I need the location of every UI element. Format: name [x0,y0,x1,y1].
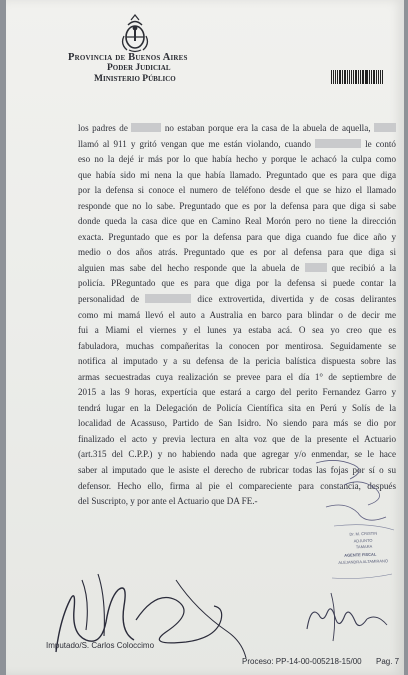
redacted-name [315,139,361,148]
actuary-signature [301,585,396,645]
barcode-bar [373,70,375,84]
body-line [78,401,396,417]
stamp-line: Dr. M. CRISTIN [349,530,378,537]
barcode-bar [351,70,353,84]
body-text-segment: del Suscripto, y por ante el Actuario que DA FE.- [78,496,258,507]
barcode-bar [333,70,335,84]
body-text-segment: exacta. Preguntado que es por la defensa para que diga cuando fue dice año y [78,231,396,242]
pen-marks [306,455,401,535]
stamp-line: AGENTE FISCAL [344,551,377,558]
barcode-bar [331,70,332,84]
body-text-segment: donde queda la casa dice que en Camino Real Morón pero no tiene la dirección [78,216,396,227]
barcode-bar [365,70,366,84]
body-text-segment: notifica al imputado y a su defensa de la pericia balística dispuesta sobre las [78,356,396,367]
body-line [78,168,396,184]
body-line [78,183,396,199]
barcode-bar [371,70,372,84]
body-line [78,137,396,153]
body-text-segment: dice extrovertida, divertida y de cosas delirantes [191,294,397,305]
body-text-segment: le contó [361,138,396,149]
body-text-segment: armas secuestradas cuya realización se prevee para el día 1° de septiembre de [78,371,396,382]
body-text-segment: policía. PReguntado que es para que diga por la defensa si puede contar la [78,278,396,289]
body-text-segment: fabuladora, muchas compañeritas la conocen por mentirosa. Seguidamente se [78,340,396,351]
body-text-segment: no estaban porque era la casa de la abuela de aquella, [161,123,374,133]
page-number: Pag. 7 [376,657,400,666]
barcode-bar [339,70,341,84]
body-text-segment: saber al imputado que le asiste el derecho de rubricar todas las fojas por sí o su [78,465,396,476]
barcode-bar [355,70,357,84]
body-text-segment: medio o dos años atrás. Preguntado que es por al defensa para que diga si [78,247,396,258]
redacted-name [305,263,327,272]
body-text-segment: tendrá lugar en la Delegación de Policía Científica sita en Perú y Solís de la [78,402,396,413]
body-text-segment: localidad de Acassuso, Partido de San Isidro. No siendo para más se dio por [78,418,396,429]
redacted-name [145,294,191,303]
body-line [78,245,396,261]
body-text-segment: como mi mamá llevó el auto a Australia en barco para blindar o de decir me [78,309,396,320]
body-line [78,339,396,355]
body-line [78,292,396,308]
institution-branch: Poder Judicial [107,63,171,73]
document-body [78,121,396,510]
body-line [78,416,396,432]
barcode-bar [337,70,338,84]
institution-name: Provincia de Buenos Aires [68,52,188,63]
body-line [78,323,396,339]
body-text-segment: personalidad de [78,294,146,305]
body-line [78,354,396,370]
body-line [78,276,396,292]
barcode-bar [335,70,336,84]
body-line [78,308,396,324]
body-text-segment: los padres de [78,123,132,133]
barcode-bar [380,70,382,84]
body-text-segment: que recibió a la [326,262,397,273]
defendant-name: Imputado/S. Carlos Coloccimo [46,641,155,650]
body-text-segment: alguien mas sabe del hecho responde que la abuela de [78,262,305,273]
body-line [78,121,396,137]
coat-of-arms-emblem [118,10,152,54]
redacted-name [131,123,161,132]
stamp-line: ADJUNTO [353,537,373,544]
body-line [78,385,396,401]
barcode-bar [366,70,368,84]
body-line [78,261,396,277]
case-number: Proceso: PP-14-00-005218-15/00 [242,657,362,666]
body-text-segment: (art.315 del C.P.P.) y no habiendo nada que agregar y/o enmendar, se le hace [78,449,396,460]
body-text-segment: finalizado el acto y previa lectura en alta voz que de la presente el Actuario [78,433,396,444]
barcode-bar [344,70,346,84]
stamp-line: ALEJANDRA ALTAMIRANO [338,558,389,565]
document-page [6,0,404,675]
barcode-bar [360,70,361,84]
stamp-line: TAMARA [355,543,373,550]
institution-office: Ministerio Público [94,74,176,84]
barcode-bar [353,70,354,84]
body-line [78,230,396,246]
body-text-segment: eso no la dejé ir más por lo que había hecho y porque le achacó la culpa como [78,154,396,165]
barcode-bar [369,70,370,84]
body-text-segment: llamó al 911 y gritó vengan que me están violando, cuando [78,138,315,149]
barcode-bar [347,70,348,84]
barcode-bar [362,70,364,84]
body-line [78,152,396,168]
body-line [78,214,396,230]
barcode-bar [376,70,377,84]
barcode-bar [378,70,379,84]
barcode-bar [382,70,383,84]
redacted-name [374,123,396,132]
body-text-segment: responde que no lo sabe. Preguntado que es por la defensa para que diga si sabe [78,200,396,211]
body-text-segment: defensor. Hecho ello, firma al pie el compareciente para constancia, después [78,480,396,491]
body-text-segment: fui a Miami el viernes y el lunes ya estaba acá. O sea yo creo que es [78,325,396,336]
barcode [331,70,383,84]
body-text-segment: que había sido mi nena la que había llamado. Preguntado que es para que diga [78,169,396,180]
body-line [78,432,396,448]
barcode-bar [342,70,343,84]
body-text-segment: 2015 a las 9 horas, expertícia que estará a cargo del perito Fernandez Garro y [78,387,396,398]
body-line [78,199,396,215]
barcode-bar [358,70,359,84]
barcode-bar [349,70,350,84]
body-text-segment: por la defensa si conoce el numero de teléfono desde el que se hizo el llamado [78,185,396,196]
body-line [78,370,396,386]
